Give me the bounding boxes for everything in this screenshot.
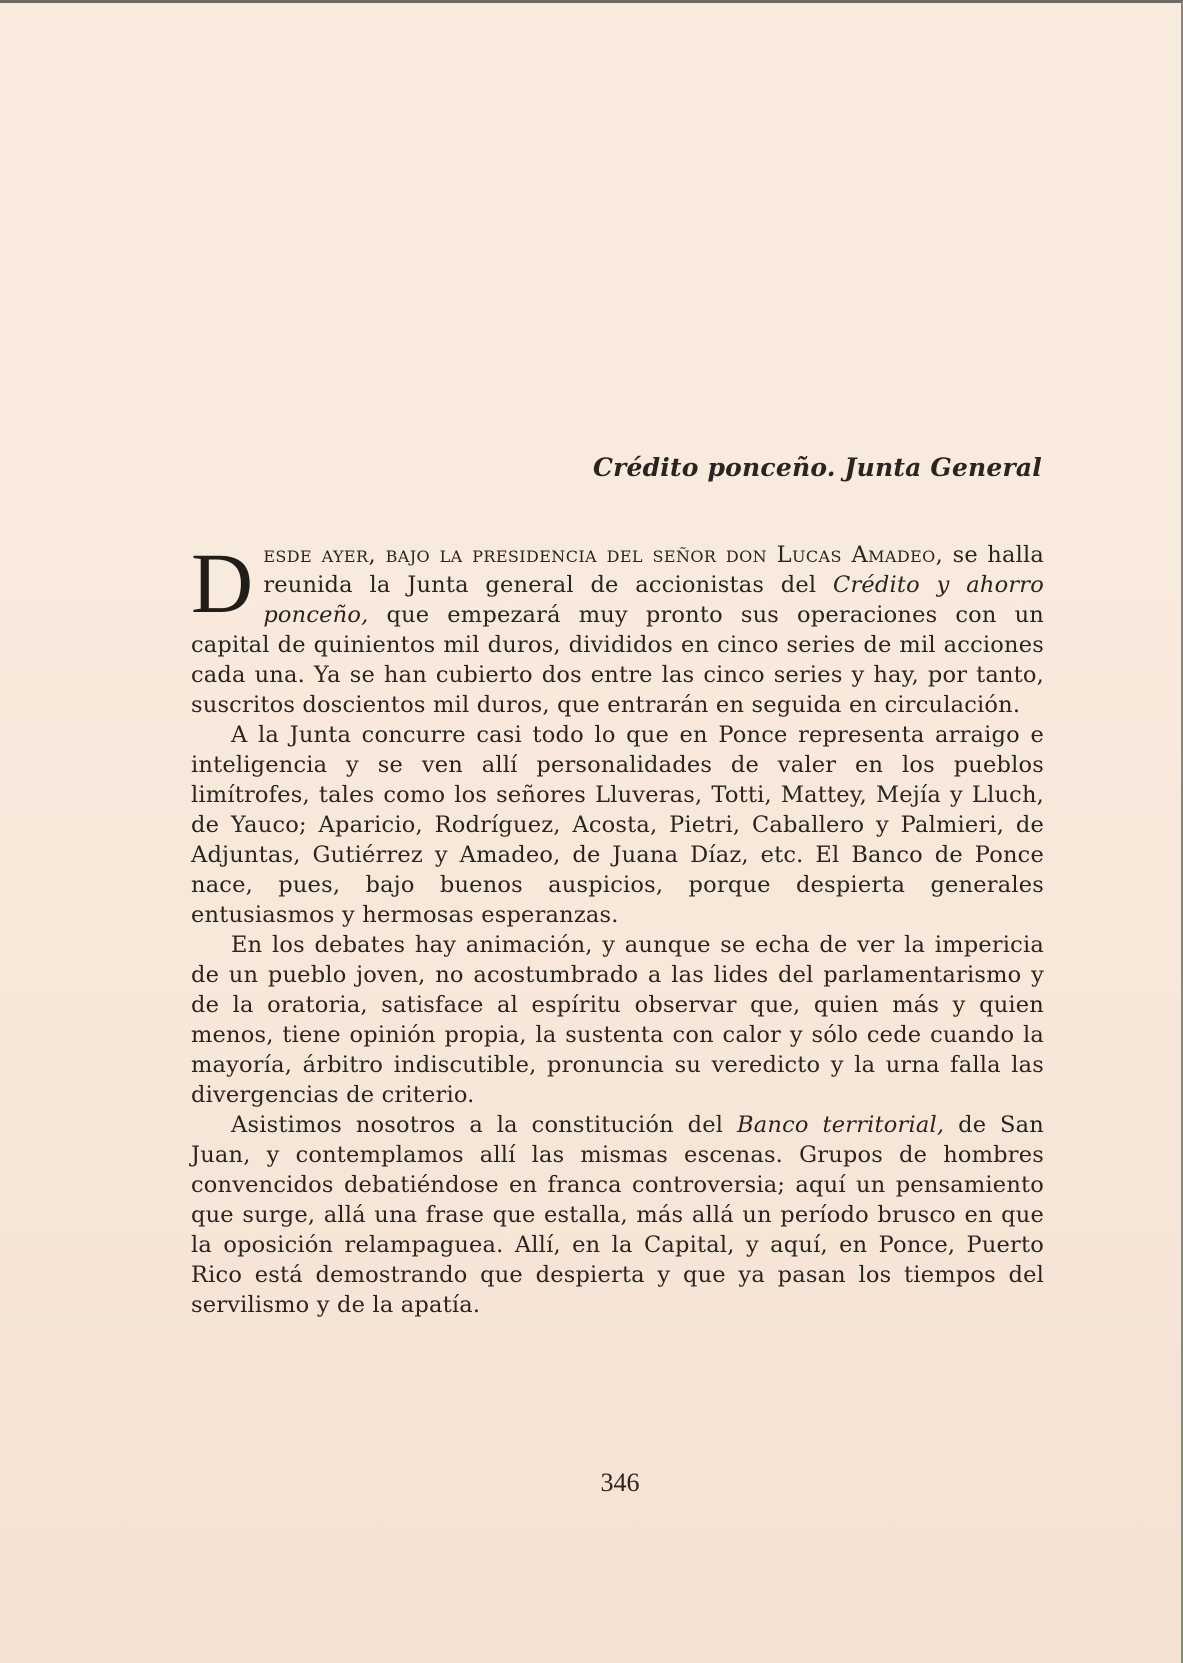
paragraph-2: A la Junta concurre casi todo lo que en Ponce representa arraigo e inteligencia y se ven allí personalidades de valer en los pueblos limítrofes, tales como los señores Lluveras, Totti, Mattey, Mejía y Lluch, de Yauco; Aparicio, Rodríguez, Acosta, Pietri, Caballero y Palmieri, de Adjuntas, Gutiérrez y Amadeo, de Juana Díaz, etc. El Banco de Ponce nace, pues, bajo buenos auspicios, porque despierta generales entusiasmos y hermosas esperanzas. [191, 722, 1044, 928]
paragraph-4-italic: Banco territorial, [737, 1112, 945, 1138]
page-number: 346 [600, 1468, 640, 1497]
article-title: Crédito ponceño. Junta General [593, 453, 1042, 482]
paragraph-1-text-b: que empezará muy pronto sus operaciones con un capital de quinientos mil duros, divididos en cinco series de mil acciones cada una. Ya se han cubierto dos entre las cinco series y hay, por tanto, suscritos doscientos mil duros, que entrarán en seguida en circulación. [191, 602, 1044, 718]
paragraph-1 [191, 535, 1044, 720]
paragraph-4-text-b: de San Juan, y contemplamos allí las mismas escenas. Grupos de hombres convencidos debatiéndose en franca controversia; aquí un pensamiento que surge, allá una frase que estalla, más allá un período brusco en que la oposición relampaguea. Allí, en la Capital, y aquí, en Ponce, Puerto Rico está demostrando que despierta y que ya pasan los tiempos del servilismo y de la apatía. [191, 1112, 1044, 1318]
article-body [191, 535, 1044, 1320]
paragraph-1-italic: Crédito y ahorro ponceño, [263, 572, 1044, 628]
paragraph-1-text-a: se halla reunida la Junta general de accionistas del [263, 542, 1044, 598]
paragraph-3: En los debates hay animación, y aunque se echa de ver la impericia de un pueblo joven, no acostumbrado a las lides del parlamentarismo y de la oratoria, satisface al espíritu observar que, quien más y quien menos, tiene opinión propia, la sustenta con calor y sólo cede cuando la mayoría, árbitro indiscutible, pronuncia su veredicto y la urna falla las divergencias de criterio. [191, 932, 1044, 1108]
drop-cap: D [191, 535, 254, 631]
paragraph-4-text-a: Asistimos nosotros a la constitución del [231, 1112, 738, 1138]
paragraph-4 [191, 1110, 1044, 1320]
opening-small-caps: esde ayer, bajo la presidencia del señor don Lucas Amadeo, [263, 542, 944, 568]
